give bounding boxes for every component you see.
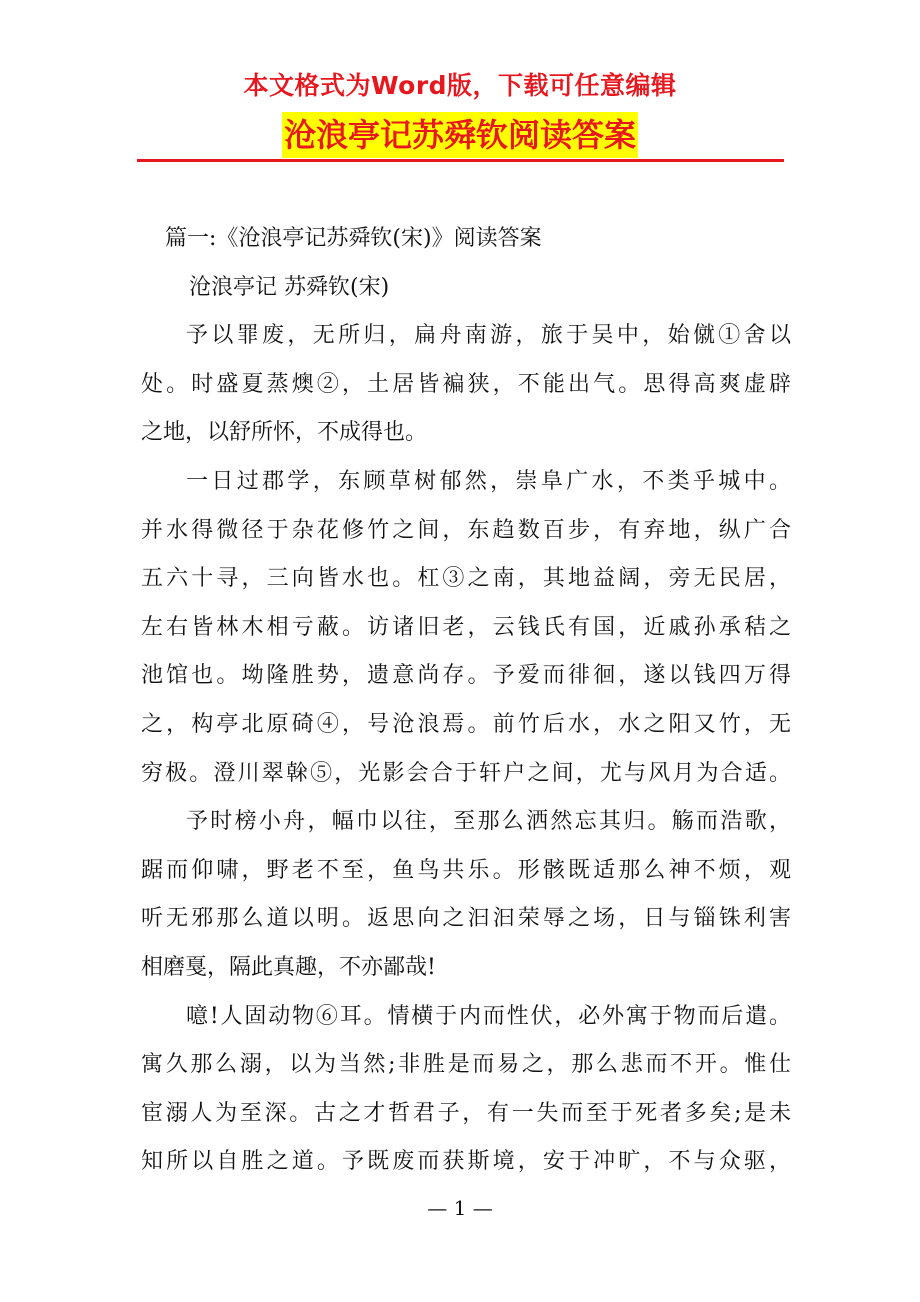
paragraph-line: 相磨戛，隔此真趣，不亦鄙哉! [141,954,436,980]
paragraph-line: 予时榜小舟，幅巾以往，至那么洒然忘其归。觞而浩歌， [186,809,791,835]
document-title: 沧浪亭记苏舜钦阅读答案 [282,112,638,158]
paragraph-line: 踞而仰啸，野老不至，鱼鸟共乐。形骸既适那么神不烦，观 [141,857,791,883]
page-number: — 1 — [427,1196,493,1220]
paragraph-4 [141,993,791,1187]
paragraph-line: 噫!人固动物⑥耳。情横于内而性伏，必外寓于物而后遣。 [186,1003,791,1029]
paragraph-line: 予以罪废，无所归，扁舟南游，旅于吴中，始僦①舍以 [186,323,791,349]
paragraph-1 [141,312,791,458]
document-body [141,215,791,1187]
paragraph-line: 一日过郡学，东顾草树郁然，崇阜广水，不类乎城中。 [186,468,791,494]
paragraph-line: 五六十寻，三向皆水也。杠③之南，其地益阔，旁无民居， [141,566,791,592]
paragraph-line: 之地，以舒所怀，不成得也。 [141,420,428,446]
paragraph-line: 池馆也。坳隆胜势，遗意尚存。予爱而徘徊，遂以钱四万得 [141,663,791,689]
paragraph-line: 穷极。澄川翠榦⑤，光影会合于轩户之间，尤与风月为合适。 [141,760,791,786]
sub-heading: 沧浪亭记 苏舜钦(宋) [189,274,390,300]
section-heading: 篇一:《沧浪亭记苏舜钦(宋)》阅读答案 [165,226,542,251]
paragraph-3 [141,798,791,992]
title-divider [137,159,784,162]
paragraph-line: 寓久那么溺，以为当然;非胜是而易之，那么悲而不开。惟仕 [141,1052,791,1078]
paragraph-line: 听无邪那么道以明。返思向之汩汩荣辱之场，日与锱铢利害 [141,906,791,932]
paragraph-line: 左右皆林木相亏蔽。访诸旧老，云钱氏有国，近戚孙承秸之 [141,614,791,640]
paragraph-line: 之，构亭北原碕④，号沧浪焉。前竹后水，水之阳又竹，无 [141,711,791,737]
paragraph-line: 宦溺人为至深。古之才哲君子，有一失而至于死者多矣;是未 [141,1100,791,1126]
paragraph-line: 知所以自胜之道。予既废而获斯境，安于冲旷，不与众驱， [141,1149,791,1175]
title-container [0,112,920,158]
paragraph-2 [141,458,791,798]
paragraph-line: 处。时盛夏蒸燠②，土居皆褊狭，不能出气。思得高爽虚辟 [141,371,791,397]
paragraph-line: 并水得微径于杂花修竹之间，东趋数百步，有弃地，纵广合 [141,517,791,543]
download-notice: 本文格式为Word版，下载可任意编辑 [243,71,677,100]
